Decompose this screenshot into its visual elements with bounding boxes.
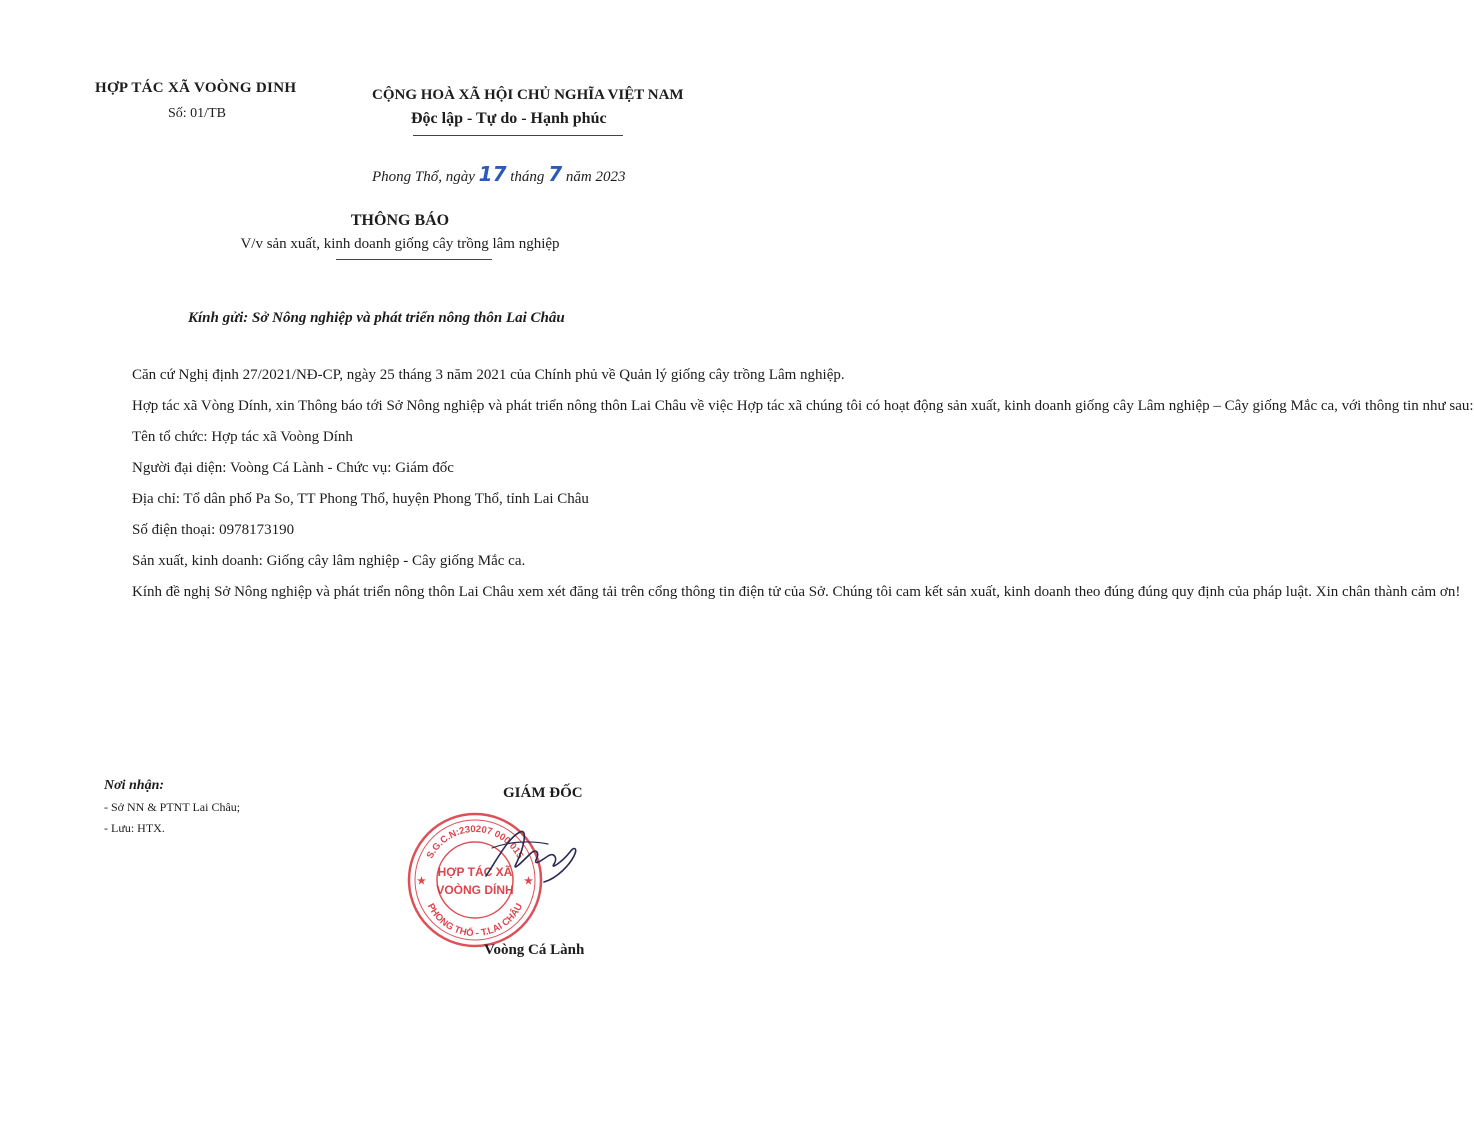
info-business: Sản xuất, kinh doanh: Giống cây lâm nghiệp - Cây giống Mắc ca. [132, 553, 526, 569]
signer-role: GIÁM ĐỐC [503, 785, 583, 801]
recipients-item: - Lưu: HTX. [104, 821, 165, 835]
stamp-ring-top-text: S.G.C.N:230207 000 015 [424, 823, 526, 861]
handwritten-signature [478, 818, 588, 898]
body-paragraph-legal-basis: Căn cứ Nghị định 27/2021/NĐ-CP, ngày 25 tháng 3 năm 2021 của Chính phủ về Quản lý giống cây trồng Lâm nghiệp. [132, 367, 845, 383]
stamp-star-left: ★ [417, 876, 426, 887]
organization-name: HỢP TÁC XÃ VOÒNG DINH [95, 80, 297, 96]
recipient-line: Kính gửi: Sở Nông nghiệp và phát triển nông thôn Lai Châu [188, 310, 565, 326]
date-year: năm 2023 [565, 169, 626, 185]
document-number: Số: 01/TB [168, 106, 226, 121]
issue-date [372, 162, 625, 186]
subject-underline [336, 259, 492, 260]
stamp-center-bottom-text: VOÒNG DÍNH [436, 883, 514, 897]
body-paragraph-closing: Kính đề nghị Sở Nông nghiệp và phát triển nông thôn Lai Châu xem xét đăng tải trên cổng thông tin điện tử của Sở. Chúng tôi cam kết sản xuất, kinh doanh theo đúng đúng quy định của pháp luật. Xin chân thành cảm ơn! [132, 584, 1461, 600]
info-organization-name: Tên tổ chức: Hợp tác xã Voòng Dính [132, 429, 353, 445]
date-day-handwritten: 17 [478, 162, 507, 186]
document-title: THÔNG BÁO [350, 212, 450, 229]
info-representative: Người đại diện: Voòng Cá Lành - Chức vụ: Giám đốc [132, 460, 454, 476]
body-paragraph-notice: Hợp tác xã Vòng Dính, xin Thông báo tới Sở Nông nghiệp và phát triển nông thôn Lai Châu về việc Hợp tác xã chúng tôi có hoạt động sản xuất, kinh doanh giống cây Lâm nghiệp – Cây giống Mắc ca, với thông tin như sau: [132, 398, 1474, 414]
date-place: Phong Thổ, ngày [372, 169, 475, 185]
recipients-title: Nơi nhận: [104, 778, 165, 793]
svg-text:PHONG THỔ - T.LAI CHÂU [425, 902, 525, 939]
national-motto: Độc lập - Tự do - Hạnh phúc [411, 110, 607, 127]
stamp-star-right: ★ [524, 876, 533, 887]
document-body [104, 365, 1474, 602]
stamp-ring-bottom-text: PHONG THỔ - T.LAI CHÂU [424, 901, 526, 940]
info-address: Địa chỉ: Tổ dân phố Pa So, TT Phong Thổ, huyện Phong Thổ, tỉnh Lai Châu [132, 491, 589, 507]
date-month-label: tháng [510, 169, 545, 185]
date-month-handwritten: 7 [548, 162, 563, 186]
signer-name: Voòng Cá Lành [484, 942, 585, 958]
motto-underline [413, 135, 623, 136]
stamp-center-top-text: HỢP TÁC XÃ [437, 865, 513, 879]
info-phone: Số điện thoại: 0978173190 [132, 522, 295, 538]
recipients-item: - Sở NN & PTNT Lai Châu; [104, 800, 241, 814]
document-subject: V/v sản xuất, kinh doanh giống cây trồng lâm nghiệp [240, 236, 560, 252]
national-title: CỘNG HOÀ XÃ HỘI CHỦ NGHĨA VIỆT NAM [372, 87, 684, 103]
